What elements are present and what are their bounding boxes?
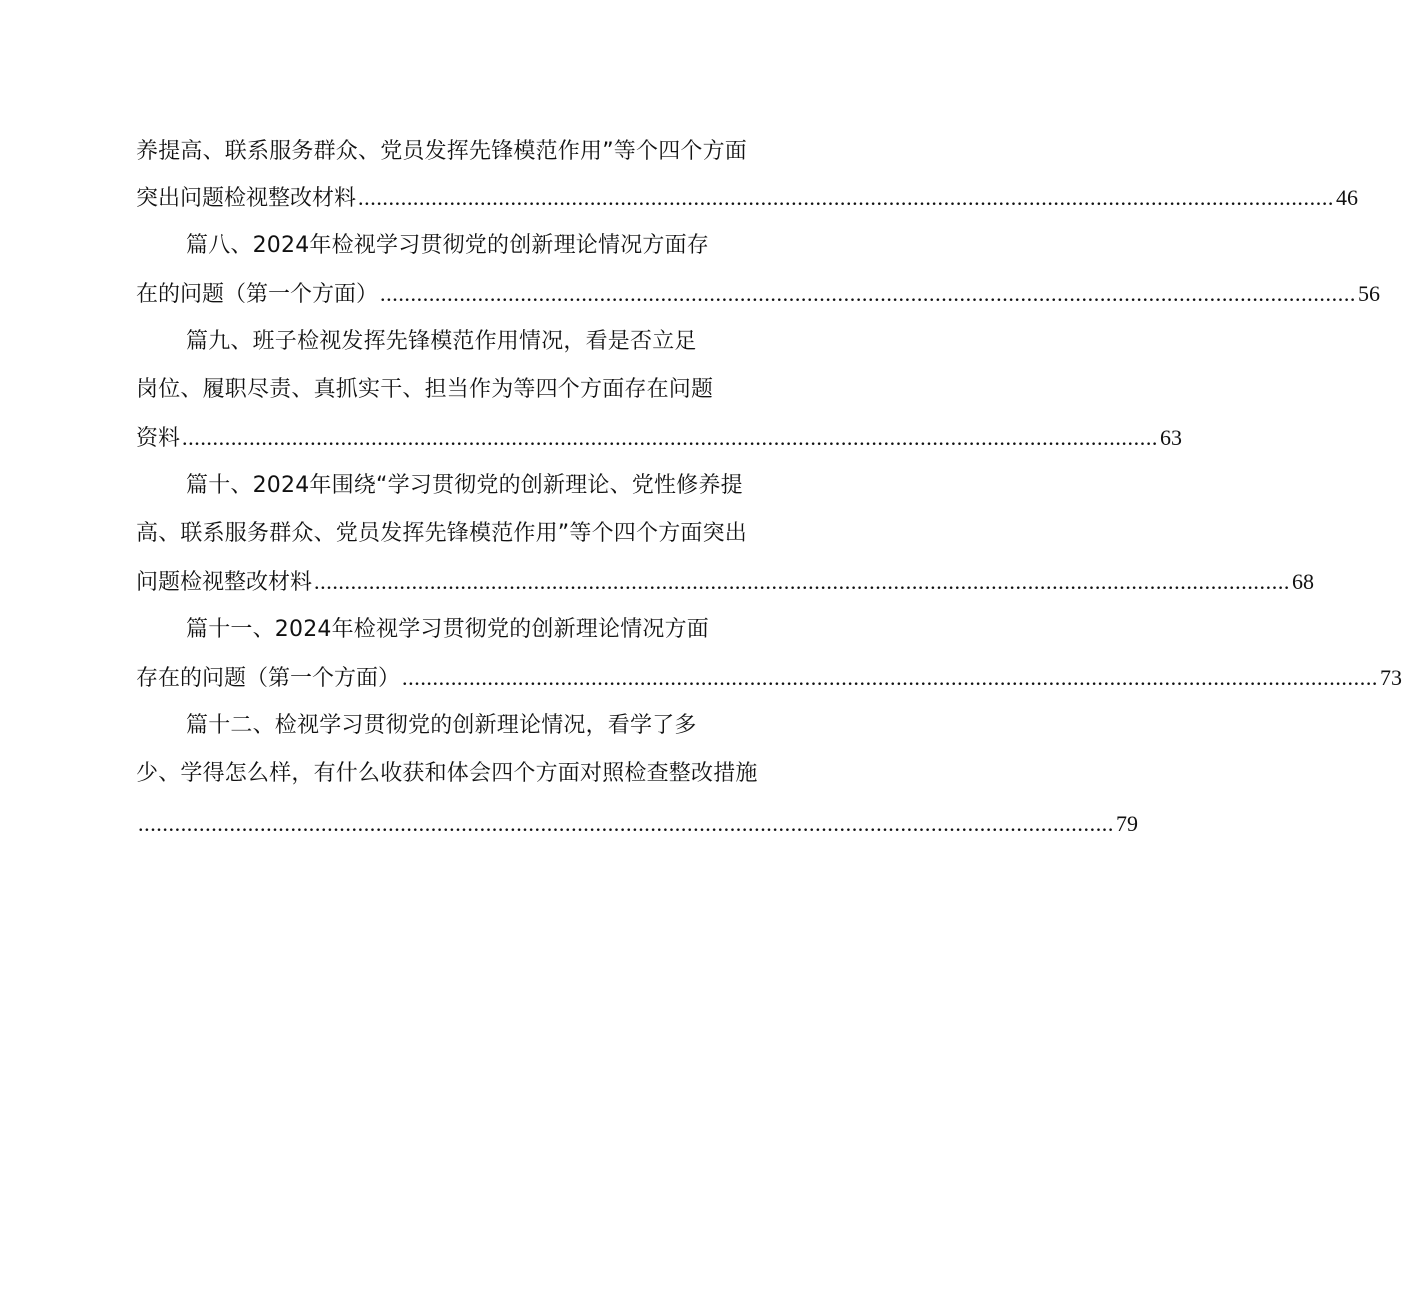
page-number: 68	[1292, 569, 1315, 594]
toc-entry-10-line-1: 篇十、2024年围绕“学习贯彻党的创新理论、党性修养提	[186, 473, 743, 498]
toc-entry-9-line-1: 篇九、班子检视发挥先锋模范作用情况，看是否立足	[186, 329, 697, 354]
page-number: 56	[1358, 281, 1381, 306]
toc-entry-12-last-line[interactable]	[136, 806, 1138, 842]
toc-entry-title-end: 问题检视整改材料	[136, 570, 313, 595]
toc-entry-10-last-line[interactable]	[136, 564, 1315, 600]
page-number: 46	[1336, 185, 1359, 210]
leader-dots: ................................................................................................................................................................	[358, 185, 1335, 210]
leader-dots: ................................................................................................................................................................	[138, 811, 1114, 836]
toc-entry-9-line-2: 岗位、履职尽责、真抓实干、担当作为等四个方面存在问题	[136, 377, 714, 402]
page-number: 79	[1116, 811, 1138, 836]
toc-entry-7-line-1: 养提高、联系服务群众、党员发挥先锋模范作用”等个四个方面	[136, 139, 747, 164]
toc-entry-7-last-line[interactable]	[136, 180, 1359, 216]
toc-entry-12-line-1: 篇十二、检视学习贯彻党的创新理论情况，看学了多	[186, 713, 697, 738]
toc-entry-8-last-line[interactable]	[136, 276, 1381, 312]
toc-entry-title-end: 资料	[136, 426, 181, 451]
leader-dots: ................................................................................................................................................................	[402, 665, 1379, 690]
leader-dots: ................................................................................................................................................................	[380, 281, 1357, 306]
page-number: 63	[1160, 425, 1183, 450]
toc-entry-8-line-1: 篇八、2024年检视学习贯彻党的创新理论情况方面存	[186, 233, 709, 258]
leader-dots: ................................................................................................................................................................	[182, 425, 1159, 450]
toc-entry-9-last-line[interactable]	[136, 420, 1183, 456]
toc-entry-title-end: 在的问题（第一个方面）	[136, 282, 379, 307]
toc-entry-11-last-line[interactable]	[136, 660, 1402, 696]
leader-dots: ................................................................................................................................................................	[314, 569, 1291, 594]
toc-entry-10-line-2: 高、联系服务群众、党员发挥先锋模范作用”等个四个方面突出	[136, 521, 747, 546]
toc-entry-title-end: 突出问题检视整改材料	[136, 186, 357, 211]
toc-entry-11-line-1: 篇十一、2024年检视学习贯彻党的创新理论情况方面	[186, 617, 709, 642]
page-number: 73	[1380, 665, 1402, 690]
toc-entry-title-end: 存在的问题（第一个方面）	[136, 666, 401, 691]
toc-entry-12-line-2: 少、学得怎么样，有什么收获和体会四个方面对照检查整改措施	[136, 761, 758, 786]
